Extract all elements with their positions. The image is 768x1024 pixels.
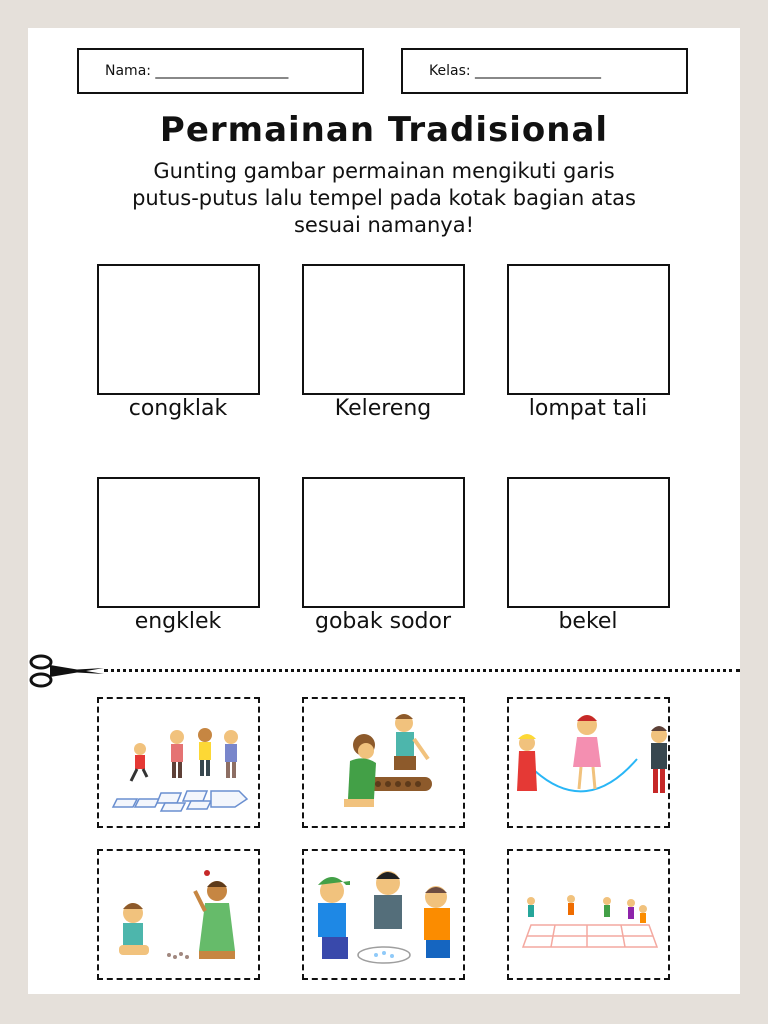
engklek-illustration <box>99 699 258 826</box>
picture-kelereng[interactable] <box>302 849 465 980</box>
gobak-sodor-illustration <box>509 851 668 978</box>
instruction-line: sesuai namanya! <box>293 213 475 237</box>
label-engklek: engklek <box>134 609 222 634</box>
picture-bekel[interactable] <box>97 849 260 980</box>
cut-line <box>104 669 740 672</box>
paste-box-congklak[interactable] <box>97 264 260 395</box>
paste-box-gobak-sodor[interactable] <box>302 477 465 608</box>
class-label: Kelas: __________________ <box>429 63 602 79</box>
instruction-line: Gunting gambar permainan mengikuti garis <box>153 159 615 183</box>
instructions <box>68 158 700 239</box>
label-bekel: bekel <box>558 609 618 634</box>
picture-lompat-tali[interactable] <box>507 697 670 828</box>
paste-box-engklek[interactable] <box>97 477 260 608</box>
paste-box-bekel[interactable] <box>507 477 670 608</box>
name-label: Nama: ___________________ <box>105 63 289 79</box>
paste-box-kelereng[interactable] <box>302 264 465 395</box>
name-field[interactable] <box>77 48 364 94</box>
kelereng-illustration <box>304 851 463 978</box>
picture-congklak[interactable] <box>302 697 465 828</box>
scissors-icon <box>28 654 106 692</box>
label-lompat-tali: lompat tali <box>528 396 648 421</box>
lompat-tali-illustration <box>509 699 668 826</box>
page-title: Permainan Tradisional <box>159 110 609 150</box>
label-gobak-sodor: gobak sodor <box>315 609 451 634</box>
instruction-line: putus-putus lalu tempel pada kotak bagian atas <box>132 186 636 210</box>
picture-engklek[interactable] <box>97 697 260 828</box>
class-field[interactable] <box>401 48 688 94</box>
worksheet <box>28 28 740 994</box>
label-congklak: congklak <box>128 396 228 421</box>
label-kelereng: Kelereng <box>334 396 432 421</box>
paste-box-lompat-tali[interactable] <box>507 264 670 395</box>
congklak-illustration <box>304 699 463 826</box>
picture-gobak-sodor[interactable] <box>507 849 670 980</box>
bekel-illustration <box>99 851 258 978</box>
